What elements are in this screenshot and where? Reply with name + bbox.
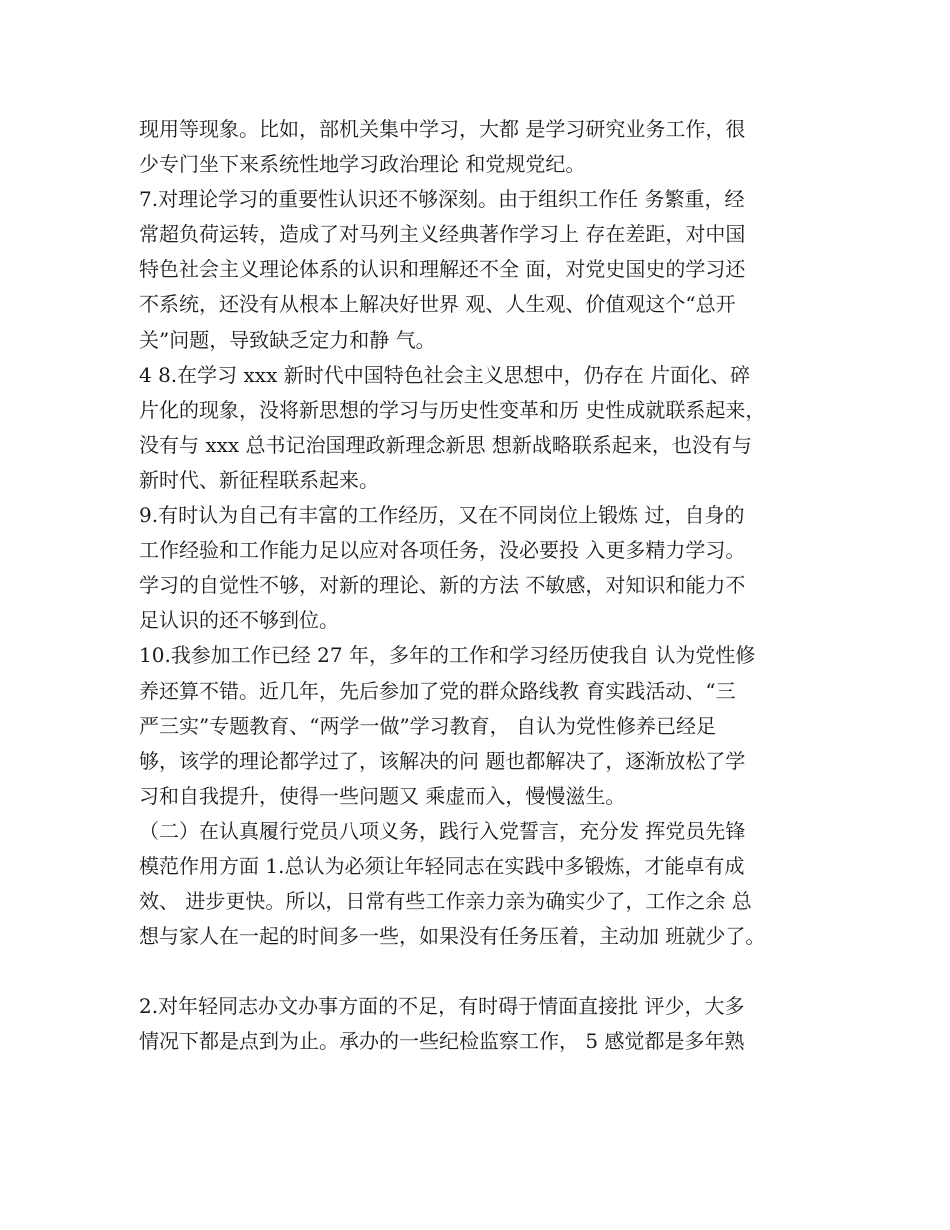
- text-line: （二）在认真履行党员八项义务，践行入党誓言，充分发 挥党员先锋: [139, 818, 746, 843]
- text-line: 工作经验和工作能力足以应对各项任务，没必要投 入更多精力学习。: [139, 538, 746, 563]
- text-line: 常超负荷运转，造成了对马列主义经典著作学习上 存在差距，对中国: [139, 222, 746, 247]
- blank-line: [139, 954, 839, 989]
- body-text: [139, 112, 839, 1060]
- text-line: 不系统，还没有从根本上解决好世界 观、人生观、价值观这个“总开: [139, 292, 736, 317]
- text-line: 2.对年轻同志办文办事方面的不足，有时碍于情面直接批 评少，大多: [139, 994, 745, 1019]
- text-line: 现用等现象。比如，部机关集中学习，大都 是学习研究业务工作，很: [139, 117, 746, 141]
- text-line: 关”问题，导致缺乏定力和静 气。: [139, 327, 436, 352]
- text-line: 学习的自觉性不够，对新的理论、新的方法 不敏感，对知识和能力不: [139, 573, 746, 598]
- text-line: 情况下都是点到为止。承办的一些纪检监察工作， 5 感觉都是多年熟: [139, 1029, 745, 1054]
- text-line: 新时代、新征程联系起来。: [139, 467, 379, 492]
- text-line: 足认识的还不够到位。: [139, 608, 339, 633]
- text-line: 养还算不错。近几年，先后参加了党的群众路线教 育实践活动、“三: [139, 678, 736, 703]
- text-line: 没有与 xxx 总书记治国理政新理念新思 想新战略联系起来，也没有与: [139, 432, 752, 457]
- text-line: 严三实”专题教育、“两学一做”学习教育， 自认为党性修养已经足: [139, 713, 717, 738]
- text-line: 10.我参加工作已经 27 年，多年的工作和学习经历使我自 认为党性修: [139, 643, 756, 668]
- text-line: 特色社会主义理论体系的认识和理解还不全 面，对党史国史的学习还: [139, 257, 746, 282]
- text-line: 想与家人在一起的时间多一些，如果没有任务压着，主动加 班就少了。: [139, 924, 766, 949]
- text-line: 7.对理论学习的重要性认识还不够深刻。由于组织工作任 务繁重，经: [139, 187, 745, 212]
- text-line: 少专门坐下来系统性地学习政治理论 和党规党纪。: [139, 152, 586, 177]
- text-line: 模范作用方面 1.总认为必须让年轻同志在实践中多锻炼，才能卓有成: [139, 853, 745, 878]
- text-line: 够，该学的理论都学过了，该解决的问 题也都解决了，逐渐放松了学: [139, 748, 746, 773]
- text-line: 4 8.在学习 xxx 新时代中国特色社会主义思想中，仍存在 片面化、碎: [139, 362, 751, 387]
- text-line: 习和自我提升，使得一些问题又 乘虚而入，慢慢滋生。: [139, 783, 626, 808]
- text-line: 效、 进步更快。所以，日常有些工作亲力亲为确实少了，工作之余 总: [139, 889, 752, 914]
- text-line: 片化的现象，没将新思想的学习与历史性变革和历 史性成就联系起来，: [139, 397, 766, 422]
- text-line: 9.有时认为自己有丰富的工作经历，又在不同岗位上锻炼 过，自身的: [139, 503, 745, 528]
